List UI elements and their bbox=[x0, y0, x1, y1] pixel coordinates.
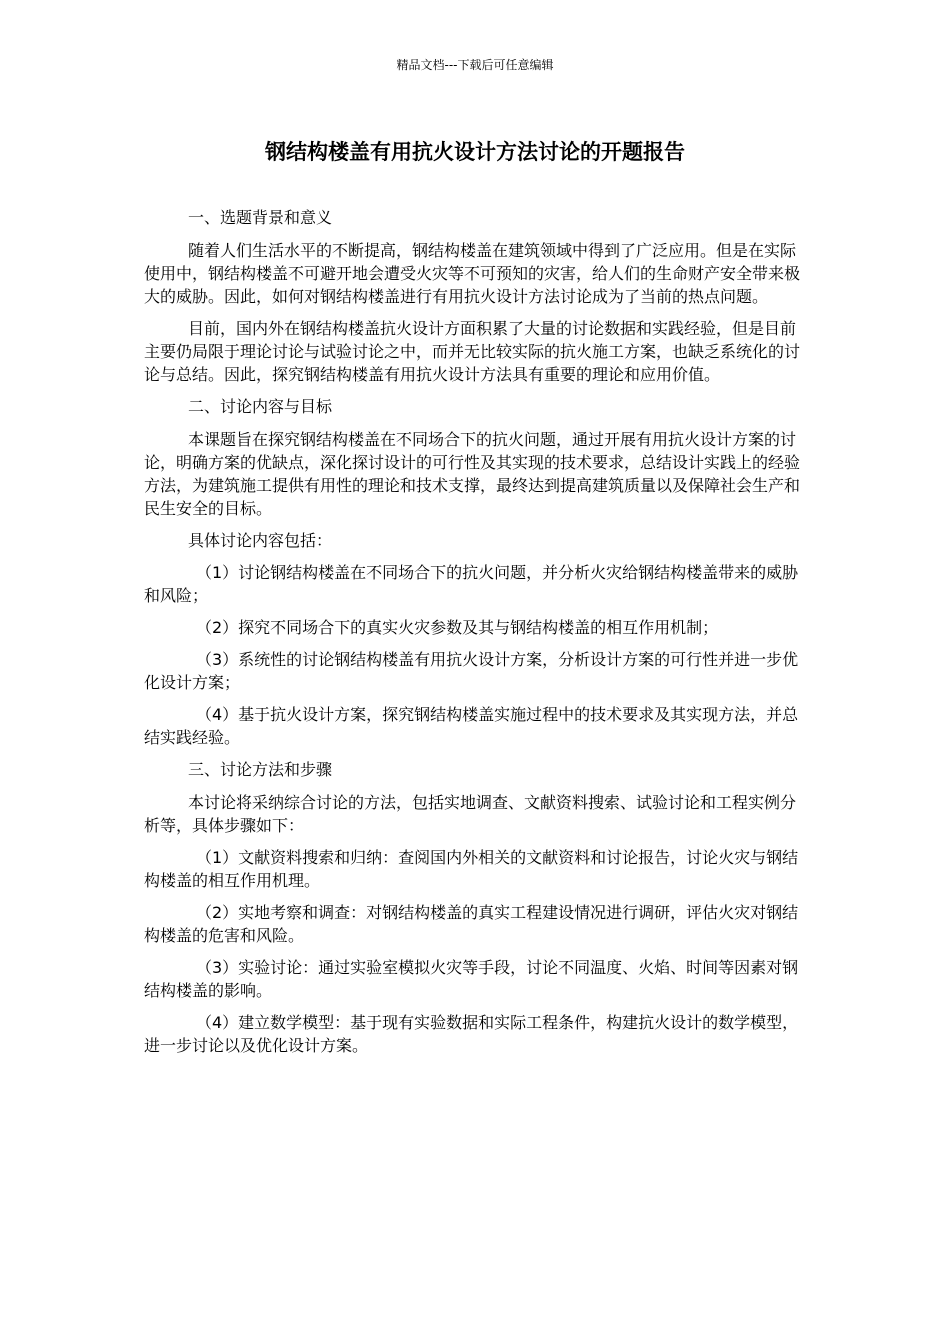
list-item: （2）探究不同场合下的真实火灾参数及其与钢结构楼盖的相互作用机制； bbox=[196, 618, 719, 637]
body-paragraph: 本讨论将采纳综合讨论的方法，包括实地调查、文献资料搜索、试验讨论和工程实例分析等，具体步骤如下： bbox=[144, 793, 797, 835]
section-heading: 一、选题背景和意义 bbox=[188, 208, 333, 227]
section-heading: 二、讨论内容与目标 bbox=[188, 397, 333, 416]
section-heading: 三、讨论方法和步骤 bbox=[188, 760, 333, 779]
body-paragraph: 目前，国内外在钢结构楼盖抗火设计方面积累了大量的讨论数据和实践经验，但是目前主要仍局限于理论讨论与试验讨论之中，而并无比较实际的抗火施工方案，也缺乏系统化的讨论与总结。因此，探究钢结构楼盖有用抗火设计方法具有重要的理论和应用价值。 bbox=[144, 319, 801, 384]
page-header: 精品文档---下载后可任意编辑 bbox=[396, 58, 554, 72]
list-item: （3）系统性的讨论钢结构楼盖有用抗火设计方案，分析设计方案的可行性并进一步优化设计方案； bbox=[144, 650, 799, 692]
list-item: （4）建立数学模型：基于现有实验数据和实际工程条件，构建抗火设计的数学模型，进一步讨论以及优化设计方案。 bbox=[144, 1013, 799, 1055]
list-item: （1）文献资料搜索和归纳：查阅国内外相关的文献资料和讨论报告，讨论火灾与钢结构楼盖的相互作用机理。 bbox=[144, 848, 799, 890]
list-item: （3）实验讨论：通过实验室模拟火灾等手段，讨论不同温度、火焰、时间等因素对钢结构楼盖的影响。 bbox=[144, 958, 799, 1000]
list-item: （2）实地考察和调查：对钢结构楼盖的真实工程建设情况进行调研，评估火灾对钢结构楼盖的危害和风险。 bbox=[144, 903, 799, 945]
list-item: （1）讨论钢结构楼盖在不同场合下的抗火问题，并分析火灾给钢结构楼盖带来的威胁和风险； bbox=[144, 563, 799, 605]
body-paragraph: 本课题旨在探究钢结构楼盖在不同场合下的抗火问题，通过开展有用抗火设计方案的讨论，明确方案的优缺点，深化探讨设计的可行性及其实现的技术要求，总结设计实践上的经验方法，为建筑施工提供有用性的理论和技术支撑，最终达到提高建筑质量以及保障社会生产和民生安全的目标。 bbox=[144, 430, 801, 518]
document-title: 钢结构楼盖有用抗火设计方法讨论的开题报告 bbox=[265, 140, 685, 164]
body-paragraph: 随着人们生活水平的不断提高，钢结构楼盖在建筑领域中得到了广泛应用。但是在实际使用中，钢结构楼盖不可避开地会遭受火灾等不可预知的灾害，给人们的生命财产安全带来极大的威胁。因此，如何对钢结构楼盖进行有用抗火设计方法讨论成为了当前的热点问题。 bbox=[144, 241, 801, 306]
document-body bbox=[144, 206, 808, 1066]
list-item: （4）基于抗火设计方案，探究钢结构楼盖实施过程中的技术要求及其实现方法，并总结实践经验。 bbox=[144, 705, 799, 747]
body-paragraph: 具体讨论内容包括： bbox=[188, 531, 333, 550]
